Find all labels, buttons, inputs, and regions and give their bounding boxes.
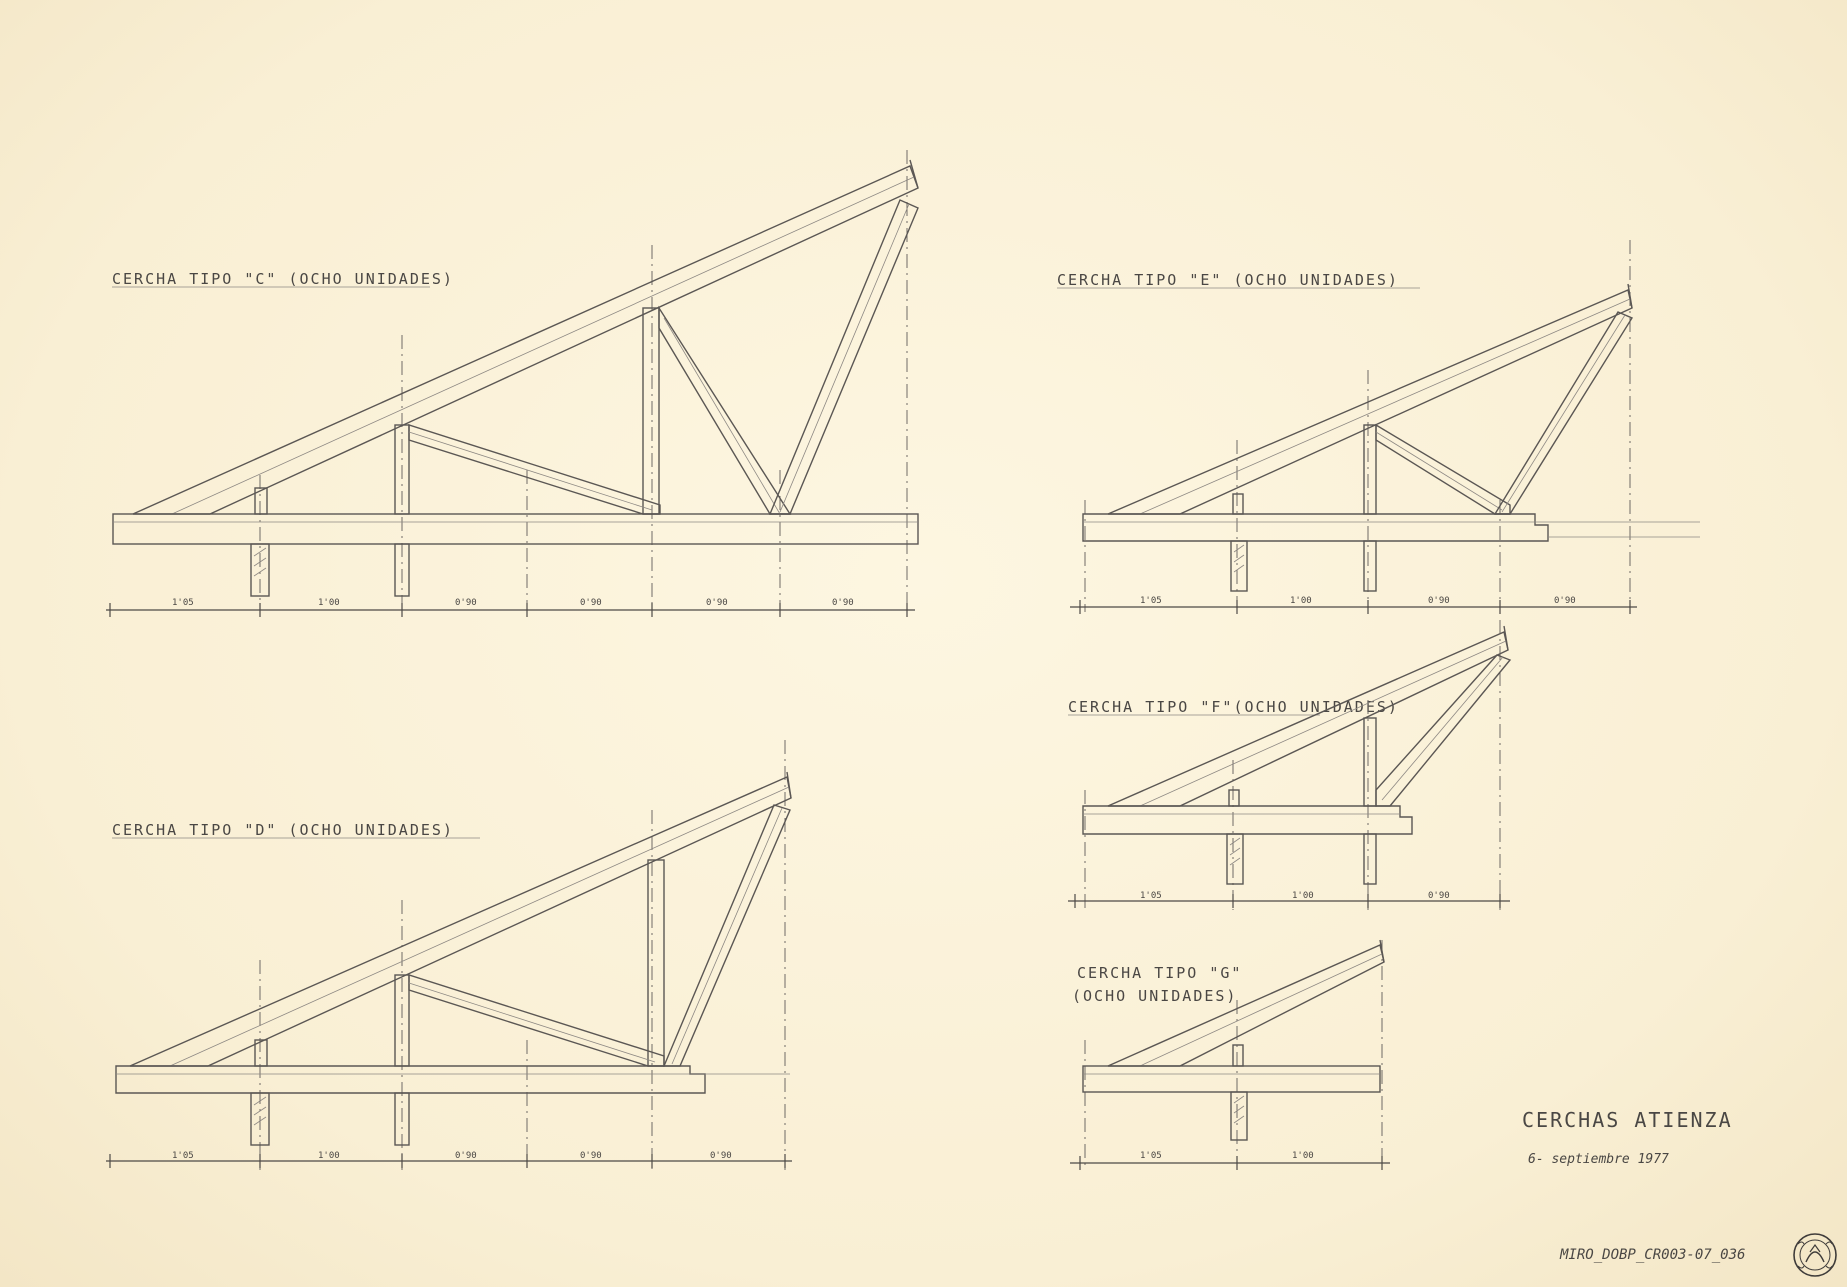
truss-c-dim-5: 0'90 — [706, 598, 728, 608]
truss-d-bottom-chord — [116, 1066, 790, 1093]
truss-g-dimension-line — [1070, 1151, 1390, 1170]
truss-c — [106, 150, 918, 617]
truss-d-diagonals — [409, 805, 790, 1066]
truss-d-dim-5: 0'90 — [710, 1151, 732, 1161]
truss-d-axes — [260, 740, 785, 1170]
truss-e-bottom-chord — [1083, 514, 1700, 541]
truss-f-dim-2: 1'00 — [1292, 891, 1314, 901]
truss-c-posts — [255, 308, 659, 514]
truss-f-posts — [1229, 718, 1376, 806]
truss-c-dim-3: 0'90 — [455, 598, 477, 608]
truss-c-dimension-line — [106, 598, 915, 617]
truss-e-dimension-line — [1070, 596, 1637, 614]
truss-e-rafter — [1108, 284, 1632, 514]
truss-g-dim-2: 1'00 — [1292, 1151, 1314, 1161]
truss-c-label: CERCHA TIPO "C" (OCHO UNIDADES) — [112, 270, 454, 288]
truss-e-posts — [1233, 425, 1376, 514]
sheet-title: CERCHAS ATIENZA — [1522, 1108, 1733, 1132]
title-block — [1522, 1108, 1745, 1263]
truss-d-dim-1: 1'05 — [172, 1151, 194, 1161]
truss-c-bottom-chord — [113, 514, 918, 544]
truss-c-rafter — [133, 160, 918, 514]
truss-c-diagonals — [409, 200, 918, 514]
truss-f-axes — [1085, 620, 1500, 910]
truss-d-posts — [255, 860, 664, 1066]
truss-f-bottom-chord — [1083, 806, 1412, 834]
truss-e-dim-4: 0'90 — [1554, 596, 1576, 606]
truss-d — [106, 740, 792, 1170]
truss-f — [1068, 620, 1510, 910]
truss-c-dim-6: 0'90 — [832, 598, 854, 608]
truss-f-rafter — [1108, 626, 1508, 806]
truss-d-label: CERCHA TIPO "D" (OCHO UNIDADES) — [112, 821, 454, 839]
truss-e-dim-2: 1'00 — [1290, 596, 1312, 606]
archive-code: MIRO_DOBP_CR003-07_036 — [1560, 1247, 1746, 1263]
truss-c-dim-4: 0'90 — [580, 598, 602, 608]
truss-f-label: CERCHA TIPO "F"(OCHO UNIDADES) — [1068, 698, 1399, 716]
truss-e-label: CERCHA TIPO "E" (OCHO UNIDADES) — [1057, 271, 1399, 289]
truss-f-dim-1: 1'05 — [1140, 891, 1162, 901]
truss-e-diagonals — [1376, 312, 1632, 514]
truss-c-supports — [251, 544, 409, 596]
truss-d-rafter — [130, 772, 791, 1066]
truss-g-bottom-chord — [1083, 1066, 1380, 1092]
truss-f-dim-3: 0'90 — [1428, 891, 1450, 901]
truss-c-axes — [260, 150, 907, 612]
truss-d-dimension-line — [106, 1151, 792, 1168]
truss-g-label-line-1: CERCHA TIPO "G" — [1077, 964, 1243, 982]
archive-seal-icon — [1794, 1234, 1836, 1276]
truss-e-dim-3: 0'90 — [1428, 596, 1450, 606]
truss-e-dim-1: 1'05 — [1140, 596, 1162, 606]
truss-c-dim-2: 1'00 — [318, 598, 340, 608]
truss-f-supports — [1227, 834, 1376, 884]
truss-g-dim-1: 1'05 — [1140, 1151, 1162, 1161]
truss-d-dim-4: 0'90 — [580, 1151, 602, 1161]
sheet-date: 6- septiembre 1977 — [1528, 1152, 1669, 1167]
truss-c-dim-1: 1'05 — [172, 598, 194, 608]
truss-f-diagonals — [1376, 655, 1510, 806]
truss-g-supports — [1231, 1092, 1247, 1140]
truss-d-dim-3: 0'90 — [455, 1151, 477, 1161]
truss-g — [1070, 940, 1390, 1170]
truss-e-supports — [1231, 541, 1376, 591]
truss-g-label-line-2: (OCHO UNIDADES) — [1072, 987, 1238, 1005]
truss-d-dim-2: 1'00 — [318, 1151, 340, 1161]
truss-e — [1057, 240, 1700, 614]
truss-f-dimension-line — [1068, 891, 1510, 908]
truss-g-posts — [1233, 1045, 1243, 1066]
truss-d-supports — [251, 1093, 409, 1145]
